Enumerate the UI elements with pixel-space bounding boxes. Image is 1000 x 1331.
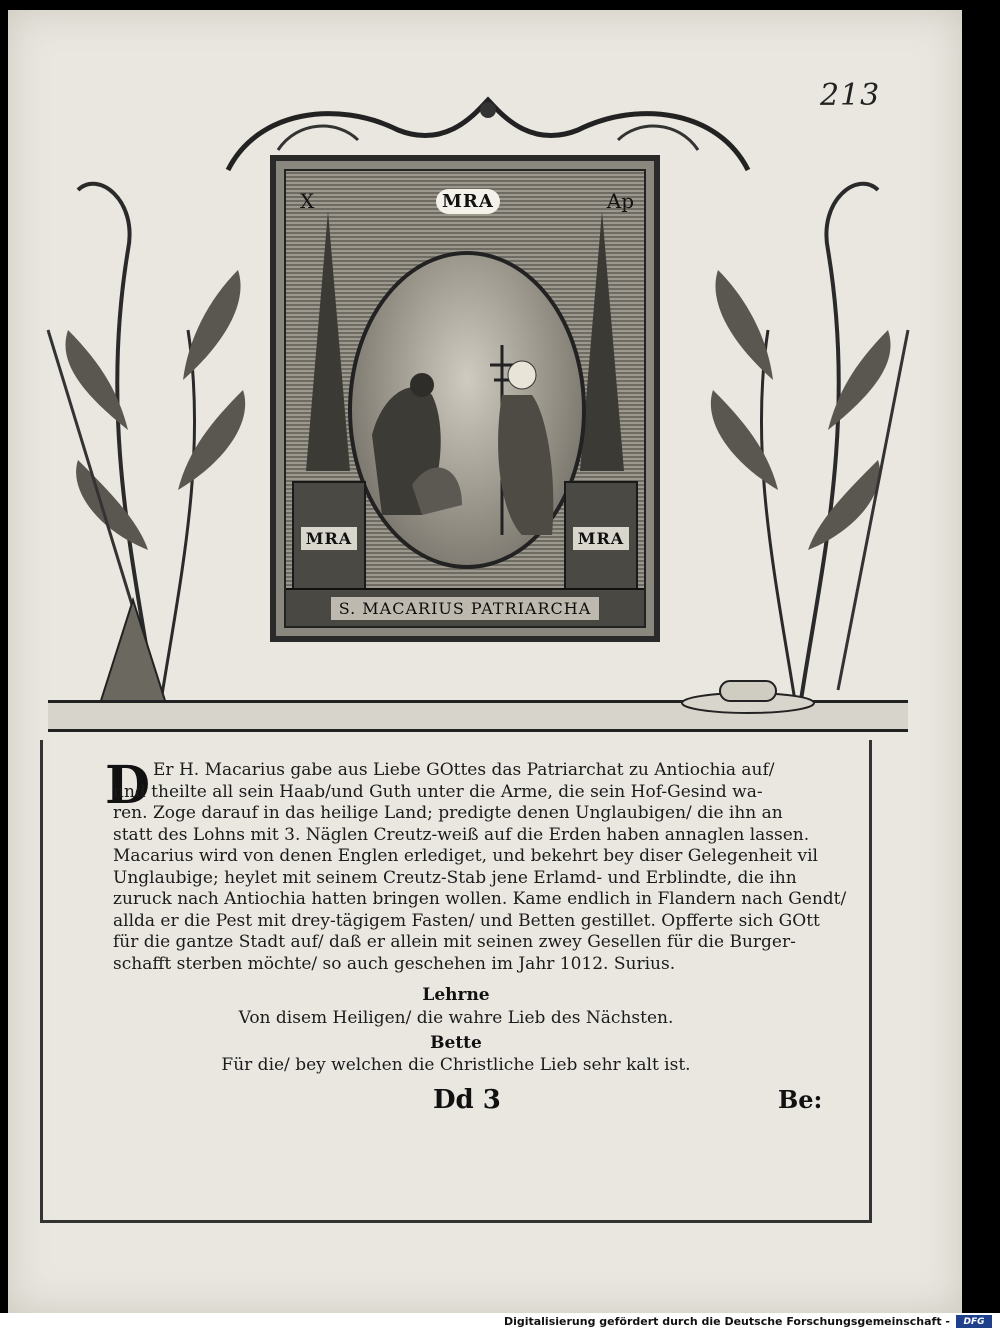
legend-text <box>113 760 853 975</box>
cardinal-hat-icon <box>678 675 818 715</box>
footer-bar <box>0 1313 1000 1331</box>
engraving-illustration <box>38 90 918 770</box>
engraving-caption-band <box>286 588 644 626</box>
monogram-right: MRA <box>573 527 629 550</box>
engraving-corner-right-label: Ap <box>606 189 634 213</box>
lehrne-text: Von disem Heiligen/ die wahre Lieb des Nächsten. <box>238 1008 674 1028</box>
obelisk-left <box>306 211 350 471</box>
legend-line: statt des Lohns mit 3. Näglen Creutz-weiß auf die Erden haben annaglen lassen. <box>113 824 810 845</box>
engraving-scene <box>284 169 646 628</box>
pedestal-right <box>564 481 638 595</box>
drop-initial: D <box>105 755 151 816</box>
legend-line: Macarius wird von denen Englen erlediget, und bekehrt bey diser Gelegenheit vil <box>113 846 818 866</box>
ornament-left-plant-icon <box>38 130 278 730</box>
pedestal-left <box>292 481 366 595</box>
signature-mark: Dd 3 <box>433 1085 501 1115</box>
engraving-frame <box>270 155 660 642</box>
text-frame <box>40 740 872 1223</box>
legend-line: allda er die Pest mit drey-tägigem Fasten/ und Betten gestillet. Opfferte sich GOtt <box>113 910 820 931</box>
legend-line: ren. Zoge darauf in das heilige Land; predigte denen Unglaubigen/ die ihn an <box>113 803 783 823</box>
legend-line: für die gantze Stadt auf/ daß er allein mit seinen zwey Gesellen für die Burger- <box>113 932 796 952</box>
obelisk-right <box>580 211 624 471</box>
dfg-logo-icon: DFG <box>956 1315 992 1328</box>
legend-line: und theilte all sein Haab/und Guth unter die Arme, die sein Hof-Gesind wa- <box>113 781 763 802</box>
monogram-left: MRA <box>301 527 357 550</box>
legend-line: Er H. Macarius gabe aus Liebe GOttes das Patriarchat zu Antiochia auf/ <box>153 760 775 780</box>
footer-credit: Digitalisierung gefördert durch die Deutsche Forschungsgemeinschaft - <box>503 1315 950 1328</box>
saint-figures-icon <box>352 255 582 565</box>
bette-heading: Bette <box>430 1033 482 1053</box>
scanned-page <box>8 10 962 1313</box>
page-number: 213 <box>820 78 881 113</box>
lehrne-heading: Lehrne <box>422 985 490 1005</box>
ornament-right-plant-icon <box>678 130 918 730</box>
engraving-caption: S. MACARIUS PATRIARCHA <box>331 597 600 620</box>
catchword: Be: <box>778 1085 823 1114</box>
legend-line: Unglaubige; heylet mit seinem Creutz-Stab jene Erlamd- und Erblindte, die ihn <box>113 867 797 888</box>
saint-medallion <box>348 251 586 569</box>
engraving-corner-left-label: X <box>300 189 315 213</box>
legend-line: zuruck nach Antiochia hatten bringen wollen. Kame endlich in Flandern nach Gendt/ <box>113 889 847 909</box>
monogram-top: MRA <box>436 189 500 214</box>
legend-line: schafft sterben möchte/ so auch geschehen im Jahr 1012. Surius. <box>113 953 676 974</box>
bette-text: Für die/ bey welchen die Christliche Lieb sehr kalt ist. <box>221 1055 691 1075</box>
